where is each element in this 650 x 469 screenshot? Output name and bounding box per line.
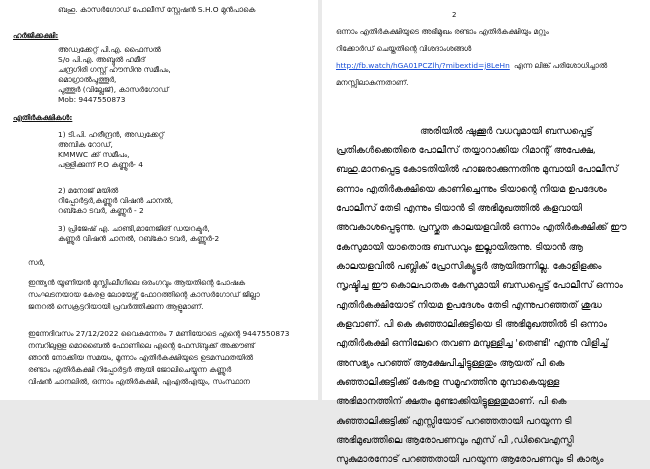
- paragraph-2-line: വിഷൻ ചാനലിൽ, ഒന്നാം എതിർകക്ഷി, എഎൽഎയും, സംസ്ഥാന: [28, 377, 250, 386]
- body-line: സൃഷ്ടിച്ച ഈ കൊലപാതക കേസുമായി ബന്ധപ്പെട്ട് പോലീസ് ഒന്നാം: [336, 280, 623, 291]
- paragraph-2-line: ഞാൻ നോക്കിയ സമയം, മൂന്നാം എതിർകക്ഷിയുടെ ഉടമസ്ഥതയിൽ: [28, 353, 253, 362]
- petitioner-line: ചന്ദ്രഗിരി ഗസ്റ്റ് ഹൗസിനു സമീപം,: [58, 65, 171, 74]
- document-page-1: [0, 0, 318, 400]
- body-line: ഒന്നാം എതിർകക്ഷിയെ കാണിച്ചെന്നും ടിയാന്റെ നിയമ ഉപദേശം: [336, 184, 607, 195]
- respondent-3-line: 3) പ്രിജേഷ് എ. ചാണ്ടി,മാനേജിങ് ഡയറക്ടർ,: [58, 224, 210, 233]
- body-line: കാലയളവിൽ പബ്ലിക് പ്രോസിക്യൂട്ടർ ആയിരുന്നില്ല. കോളിളക്കം: [336, 261, 602, 272]
- body-line: അരിയിൽ ഷുക്കൂർ വധവുമായി ബന്ധപ്പെട്ട്: [420, 126, 593, 137]
- respondent-3-line: കണ്ണൂർ വിഷൻ ചാനൽ, റബ്കോ ടവർ, കണ്ണൂർ-2: [58, 234, 220, 243]
- body-line: അഭിമുഖത്തിലെ ആരോപണവും എസ് പി ,ഡിവൈഎസ്പി: [336, 435, 574, 446]
- body-line: എതിർകക്ഷിയോട് നിയമ ഉപദേശം തേടി എന്നുപറഞ്ഞത് ശുദ്ധ: [336, 300, 602, 311]
- body-line: കേസുമായി യാതൊരു ബന്ധവും ഇല്ലായിരുന്നു. ടിയാൻ ആ: [336, 242, 583, 253]
- body-line: അവകാശപ്പെടുന്നു. പ്രസ്തുത കാലയളവിൽ ഒന്നാം എതിർകക്ഷിക്ക് ഈ: [336, 222, 627, 233]
- link-suffix-text: എന്ന ലിങ്ക് പരിശോധിച്ചാൽ: [514, 61, 608, 70]
- salutation: സർ,: [28, 258, 45, 267]
- body-line: അസഭ്യം പറഞ്ഞ് ആക്ഷേപിച്ചിട്ടുള്ളതും ആയത് പി കെ: [336, 358, 565, 369]
- respondent-1-line: പള്ളിക്കുന്ന് P.O കണ്ണൂർ- 4: [58, 160, 144, 169]
- body-line: പ്രതികൾക്കെതിരെ പോലീസ് തയ്യാറാക്കിയ റിമാന്റ് അപേക്ഷ,: [336, 145, 596, 156]
- page-header: ബഹു. കാസർഗോഡ് പോലീസ് സ്റ്റേഷൻ S.H.O മുൻപാകെ: [58, 5, 256, 14]
- body-line: അഭിമാനത്തിന് ക്ഷതം മുണ്ടാക്കിയിട്ടുള്ളതുമാണ്. പി കെ: [336, 396, 567, 407]
- document-page-2: [322, 0, 650, 465]
- petitioner-heading: ഹർജിക്കക്ഷി:: [13, 31, 59, 40]
- body-line: എതിർകക്ഷി ഒന്നിലേറെ തവണ മമ്പുള്ളിച്ച 'തെണ്ടി' എന്നു വിളിച്ച്: [336, 338, 609, 349]
- petitioner-line: പുത്തൂർ (വില്ലേജ്), കാസർഗോഡ്: [58, 85, 169, 94]
- paragraph-2-line: നമ്പറിലുള്ള മൊബൈൽ ഫോണിലെ എന്റെ ഫേസ്ബുക്ക് അക്കൗണ്ട്: [28, 341, 255, 350]
- petitioner-line: അഡ്വക്കേറ്റ് പി.എ. ഫൈസൽ: [58, 45, 161, 54]
- respondent-1-line: 1) ടി.പി. ഹരീന്ദ്രൻ, അഡ്വക്കേറ്റ്: [58, 130, 165, 139]
- petitioner-line: മൊഗ്രാൽപുത്തൂർ,: [58, 75, 117, 84]
- petitioner-phone: Mob: 9447550873: [58, 95, 126, 104]
- body-line: കളവാണ്. പി കെ കുഞ്ഞാലിക്കുട്ടിയെ ടി അഭിമുഖത്തിൽ ടി ഒന്നാം: [336, 319, 607, 330]
- body-line: ബഹു.മാനപ്പെട്ട കോടതിയിൽ ഹാജരാക്കുന്നതിനു മുമ്പായി പോലീസ്: [336, 164, 619, 175]
- paragraph-2-line: രണ്ടാം എതിർകക്ഷി റിപ്പോർട്ടർ ആയി ജോലിചെയ്യുന്ന കണ്ണൂർ: [28, 365, 232, 374]
- respondent-2-line: റിപ്പോർട്ടർ,കണ്ണൂർ വിഷൻ ചാനൽ,: [58, 196, 174, 205]
- body-line: കുഞ്ഞാലിക്കുട്ടിക്ക് എസ്സിയോട് പറഞ്ഞതായി പറയുന്ന ടി: [336, 416, 572, 427]
- page-number: 2: [452, 11, 457, 19]
- body-line: പോലീസ് തേടി എന്നും ടിയാൻ ടി അഭിമുഖത്തിൽ കളവായി: [336, 203, 582, 214]
- respondent-heading: എതിർകക്ഷികൾ:: [13, 113, 73, 122]
- respondent-2-line: റബ്കോ ടവർ, കണ്ണൂർ - 2: [58, 206, 144, 215]
- intro-line: റിക്കോർഡ് ചെയ്തതിന്റെ വിശദാംശങ്ങൾ: [336, 44, 472, 53]
- respondent-2-line: 2) മനോജ് മയിൽ: [58, 186, 119, 195]
- intro-line: ഒന്നാം എതിർകക്ഷിയുടെ അഭിമുഖം രണ്ടാം എതിർകക്ഷിയും മറ്റും: [336, 27, 549, 36]
- intro-line: മനസ്സിലാകുന്നതാണ്.: [336, 78, 409, 87]
- petitioner-line: S/o പി.എ. അബ്ദുൽ ഹമീദ്: [58, 55, 146, 64]
- body-line: സുകുമാരനോട് പറഞ്ഞതായി പറയുന്ന ആരോപണവും ടി കാര്യം: [336, 454, 604, 465]
- body-line: കുഞ്ഞാലിക്കുട്ടിക്ക് കേരള സമൂഹത്തിനു മുമ്പാകെയുള്ള: [336, 377, 560, 388]
- facebook-video-link[interactable]: http://fb.watch/hGA01PCZlh/?mibextid=j8LeHn: [336, 61, 510, 70]
- respondent-1-line: അമ്പിക റോഡ്,: [58, 140, 113, 149]
- paragraph-1-line: സംഘടനയായ കേരള ലോയേഴ്സ് ഫോറത്തിന്റെ കാസർഗോഡ് ജില്ലാ: [28, 290, 260, 299]
- paragraph-1-line: ജനറൽ സെക്രട്ടറിയായി പ്രവർത്തിക്കുന്ന ആളുമാണ്.: [28, 302, 204, 311]
- paragraph-2-line: ഇന്നേദിവസം 27/12/2022 വൈകുന്നേരം 7 മണിയോടെ എന്റെ 9447550873: [28, 329, 290, 338]
- paragraph-1-line: ഇന്ത്യൻ യൂണിയൻ മുസ്ലിംലീഗിലെ ഒരംഗവും ആയതിന്റെ പോഷക: [28, 278, 246, 287]
- respondent-1-line: KMMWC ക്ക് സമീപം,: [58, 150, 130, 159]
